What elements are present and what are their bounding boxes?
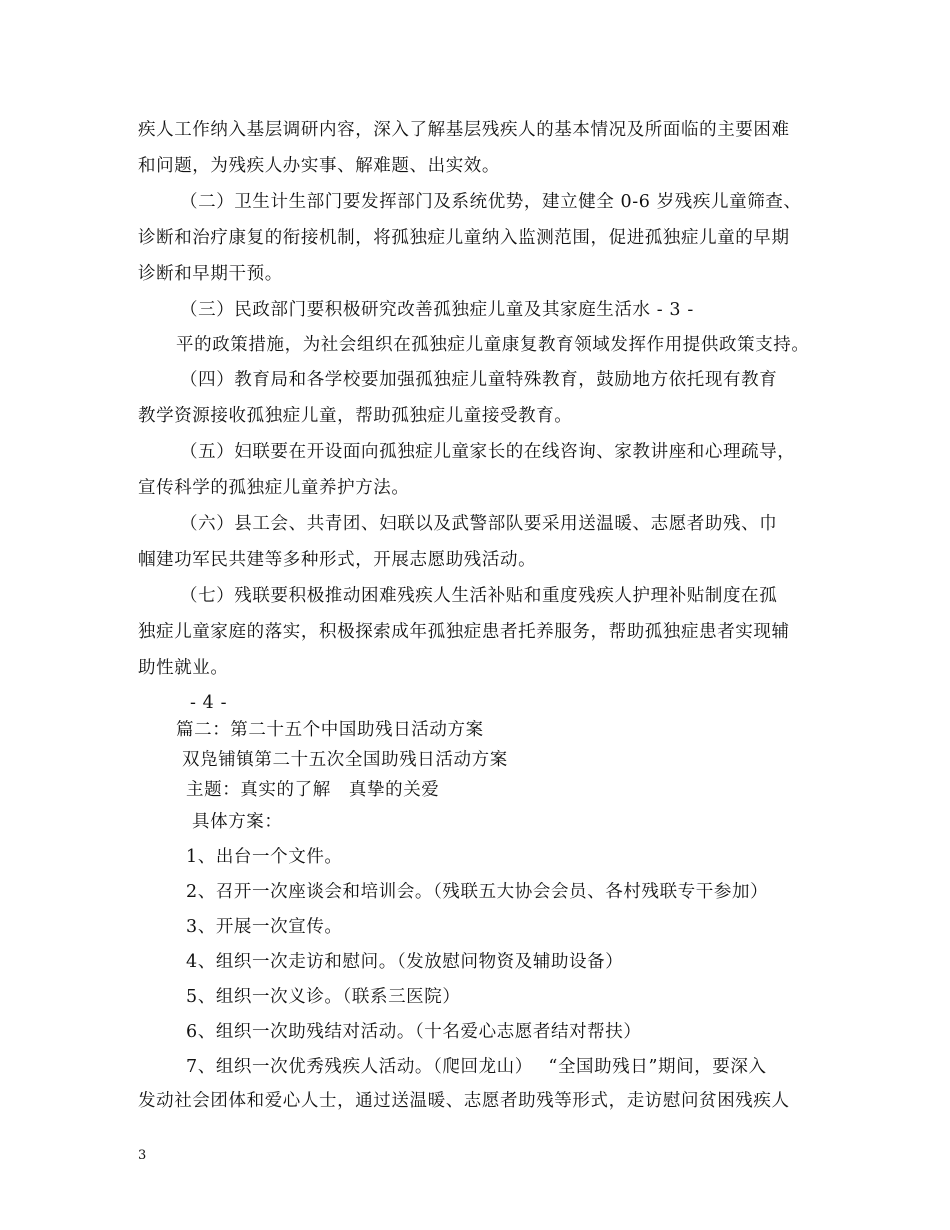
page-number: 3 xyxy=(138,1148,147,1163)
plan-item-3: 3、开展一次宣传。 xyxy=(186,917,343,937)
plan-item-7: 7、组织一次优秀残疾人活动。（爬回龙山） “全国助残日”期间，要深入 xyxy=(186,1057,767,1077)
plan-title: 双凫铺镇第二十五次全国助残日活动方案 xyxy=(182,750,508,770)
text-line-8: （四）教育局和各学校要加强孤独症儿童特殊教育，鼓励地方依托现有教育 xyxy=(180,370,778,390)
text-line-11: 宣传科学的孤独症儿童养护方法。 xyxy=(138,478,410,498)
text-line-last: 发动社会团体和爱心人士，通过送温暖、志愿者助残等形式，走访慰问贫困残疾人 xyxy=(138,1091,790,1111)
text-line-6: （三）民政部门要积极研究改善孤独症儿童及其家庭生活水 - 3 - xyxy=(180,300,694,320)
plan-item-4: 4、组织一次走访和慰问。（发放慰问物资及辅助设备） xyxy=(186,952,624,972)
text-line-4: 诊断和治疗康复的衔接机制，将孤独症儿童纳入监测范围，促进孤独症儿童的早期 xyxy=(138,228,790,248)
section-heading: 篇二：第二十五个中国助残日活动方案 xyxy=(176,720,484,740)
page-marker-4: - 4 - xyxy=(190,693,228,713)
text-line-5: 诊断和早期干预。 xyxy=(138,264,283,284)
plan-item-1: 1、出台一个文件。 xyxy=(186,847,343,867)
text-line-12: （六）县工会、共青团、妇联以及武警部队要采用送温暖、志愿者助残、巾 xyxy=(180,514,778,534)
plan-item-5: 5、组织一次义诊。（联系三医院） xyxy=(186,987,461,1007)
text-line-13: 帼建功军民共建等多种形式，开展志愿助残活动。 xyxy=(138,550,537,570)
text-line-14: （七）残联要积极推动困难残疾人生活补贴和重度残疾人护理补贴制度在孤 xyxy=(180,586,778,606)
text-line-2: 和问题，为残疾人办实事、解难题、出实效。 xyxy=(138,156,500,176)
text-line-3: （二）卫生计生部门要发挥部门及系统优势，建立健全 0-6 岁残疾儿童筛查、 xyxy=(180,192,802,212)
plan-item-6: 6、组织一次助残结对活动。（十名爱心志愿者结对帮扶） xyxy=(186,1022,642,1042)
text-line-7: 平的政策措施，为社会组织在孤独症儿童康复教育领域发挥作用提供政策支持。 xyxy=(176,335,810,355)
text-line-1: 疾人工作纳入基层调研内容，深入了解基层残疾人的基本情况及所面临的主要困难 xyxy=(138,120,790,140)
text-line-10: （五）妇联要在开设面向孤独症儿童家长的在线咨询、家教讲座和心理疏导， xyxy=(180,442,796,462)
plan-theme: 主题：真实的了解 真挚的关爱 xyxy=(186,780,440,800)
plan-details-label: 具体方案： xyxy=(192,812,283,832)
text-line-15: 独症儿童家庭的落实，积极探索成年孤独症患者托养服务，帮助孤独症患者实现辅 xyxy=(138,622,790,642)
text-line-9: 教学资源接收孤独症儿童，帮助孤独症儿童接受教育。 xyxy=(138,406,573,426)
plan-item-2: 2、召开一次座谈会和培训会。（残联五大协会会员、各村残联专干参加） xyxy=(186,882,769,902)
text-line-16: 助性就业。 xyxy=(138,658,229,678)
